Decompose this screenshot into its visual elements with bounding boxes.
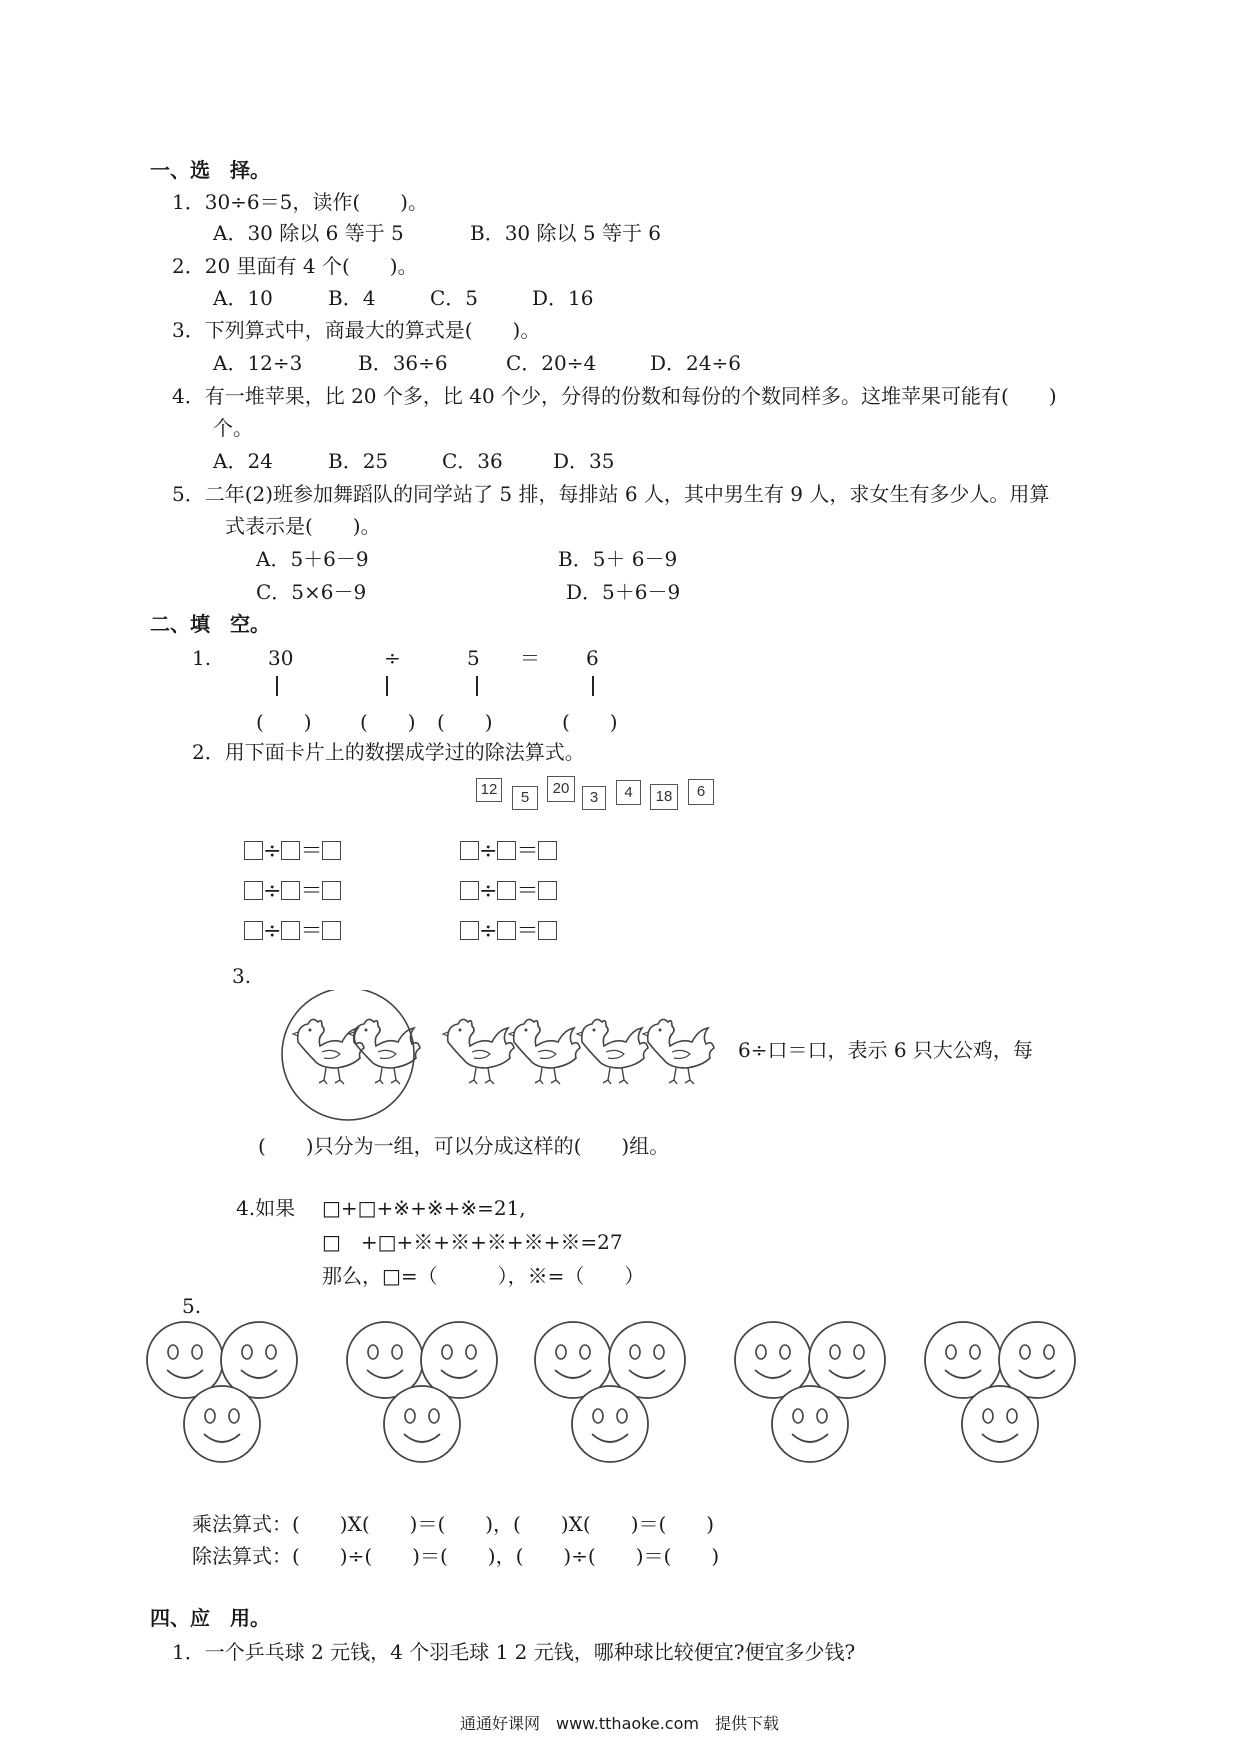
blank-box[interactable] [460,841,479,860]
choice-q4-continued: 个。 [213,416,253,440]
choice-q3-option-d: D．24÷6 [650,351,741,375]
connector-line [276,676,278,696]
smiley-face-icon [347,1322,497,1462]
division-blank-equation[interactable]: ÷ ＝ [244,874,341,905]
blank-box[interactable] [497,841,516,860]
blank-box[interactable] [538,841,557,860]
rooster-icon [509,1019,580,1084]
choice-q5: 5．二年(2)班参加舞蹈队的同学站了 5 排，每排站 6 人，其中男生有 9 人，求女生有多少人。用算 [172,482,1050,506]
blank-box[interactable] [538,921,557,940]
answer-blank[interactable]: ( ) [562,710,618,734]
choice-q1-option-b: B．30 除以 5 等于 6 [470,221,662,245]
choice-q2: 2．20 里面有 4 个( )。 [172,254,418,278]
blank-box[interactable] [322,881,341,900]
choice-q3: 3．下列算式中，商最大的算式是( )。 [172,318,541,342]
rooster-icon [643,1019,714,1084]
multiplication-prompt: 乘法算式：( )X( )＝( )，( )X( )＝( ) [192,1512,715,1536]
choice-q1-option-a: A．30 除以 6 等于 5 [213,221,404,245]
section-heading-choice: 一、选 择。 [150,158,270,182]
connector-line [386,676,388,696]
number-card: 5 [512,786,538,810]
footer-credit: 通通好课网 www.tthaoke.com 提供下载 [460,1714,779,1733]
blank-box[interactable] [322,841,341,860]
rooster-icon [443,1019,514,1084]
number-card: 20 [547,776,575,802]
section-heading-apply: 四、应 用。 [150,1606,270,1630]
choice-q3-option-c: C．20÷4 [506,351,597,375]
choice-q4-option-b: B．25 [328,449,389,473]
number-card: 3 [582,786,606,810]
fill-q1-dividend: 30 [268,646,294,670]
fill-q4-equation-1: □+□+※+※+※=21, [322,1196,526,1220]
division-blank-equation[interactable]: ÷ ＝ [244,834,341,865]
number-card: 4 [616,780,641,805]
blank-box[interactable] [460,921,479,940]
smiley-face-icon [147,1322,297,1462]
number-card: 12 [476,778,502,802]
number-card: 6 [688,779,714,805]
choice-q5-option-d: D．5＋6－9 [566,580,681,604]
choice-q2-option-d: D．16 [532,286,594,310]
blank-box[interactable] [281,881,300,900]
answer-blank[interactable]: ( ) [256,710,312,734]
smiley-illustration [145,1318,1105,1468]
fill-q4-answer: 那么，□=（ ），※=（ ） [322,1264,645,1288]
blank-box[interactable] [281,921,300,940]
division-blank-equation[interactable]: ÷ ＝ [244,914,341,945]
smiley-face-icon [925,1322,1075,1462]
blank-box[interactable] [281,841,300,860]
choice-q5-option-a: A．5＋6－9 [256,547,369,571]
answer-blank[interactable]: ( ) [360,710,416,734]
choice-q2-option-c: C．5 [430,286,479,310]
blank-box[interactable] [497,881,516,900]
fill-q4-prompt: 4.如果 [236,1196,296,1220]
blank-box[interactable] [497,921,516,940]
choice-q3-option-b: B．36÷6 [358,351,448,375]
fill-q4-equation-2: □ +□+※+※+※+※+※=27 [322,1230,623,1254]
answer-blank[interactable]: ( ) [437,710,493,734]
choice-q2-option-a: A．10 [213,286,273,310]
fill-q3-text: 6÷口＝口，表示 6 只大公鸡，每 [738,1038,1033,1062]
connector-line [476,676,478,696]
choice-q4-option-d: D．35 [553,449,615,473]
rooster-illustration [280,990,720,1130]
division-blank-equation[interactable]: ÷ ＝ [460,914,557,945]
section-heading-fill: 二、填 空。 [150,612,270,636]
division-blank-equation[interactable]: ÷ ＝ [460,834,557,865]
fill-q3-number: 3. [232,964,252,988]
choice-q2-option-b: B．4 [328,286,376,310]
apply-q1: 1．一个乒乓球 2 元钱，4 个羽毛球 1 2 元钱，哪种球比较便宜?便宜多少钱? [172,1640,856,1664]
choice-q3-option-a: A．12÷3 [213,351,303,375]
choice-q4-option-c: C．36 [442,449,503,473]
choice-q1: 1．30÷6＝5，读作( )。 [172,190,428,214]
blank-box[interactable] [244,841,263,860]
division-blank-equation[interactable]: ÷ ＝ [460,874,557,905]
blank-box[interactable] [244,921,263,940]
fill-q1-divide-sign: ÷ [384,646,401,670]
fill-q1-divisor: 5 [467,646,480,670]
fill-q1-number: 1. [192,646,212,670]
blank-box[interactable] [460,881,479,900]
choice-q4: 4．有一堆苹果，比 20 个多，比 40 个少，分得的份数和每份的个数同样多。这堆苹果可能有( ) [172,384,1057,408]
fill-q5-number: 5. [182,1294,202,1318]
fill-q1-equals: ＝ [520,646,540,670]
blank-box[interactable] [322,921,341,940]
division-prompt: 除法算式：( )÷( )＝( )，( )÷( )＝( ) [192,1544,720,1568]
connector-line [592,676,594,696]
choice-q5-continued: 式表示是( )。 [225,514,381,538]
number-card: 18 [650,784,678,810]
blank-box[interactable] [244,881,263,900]
choice-q4-option-a: A．24 [213,449,273,473]
choice-q5-option-c: C．5×6－9 [256,580,367,604]
smiley-face-icon [735,1322,885,1462]
fill-q2: 2．用下面卡片上的数摆成学过的除法算式。 [192,740,585,764]
smiley-face-icon [535,1322,685,1462]
fill-q1-quotient: 6 [586,646,599,670]
blank-box[interactable] [538,881,557,900]
rooster-icon [577,1019,648,1084]
choice-q5-option-b: B．5＋ 6－9 [558,547,678,571]
fill-q3-text-continued: ( )只分为一组，可以分成这样的( )组。 [258,1134,670,1158]
rooster-icon [293,1019,364,1084]
